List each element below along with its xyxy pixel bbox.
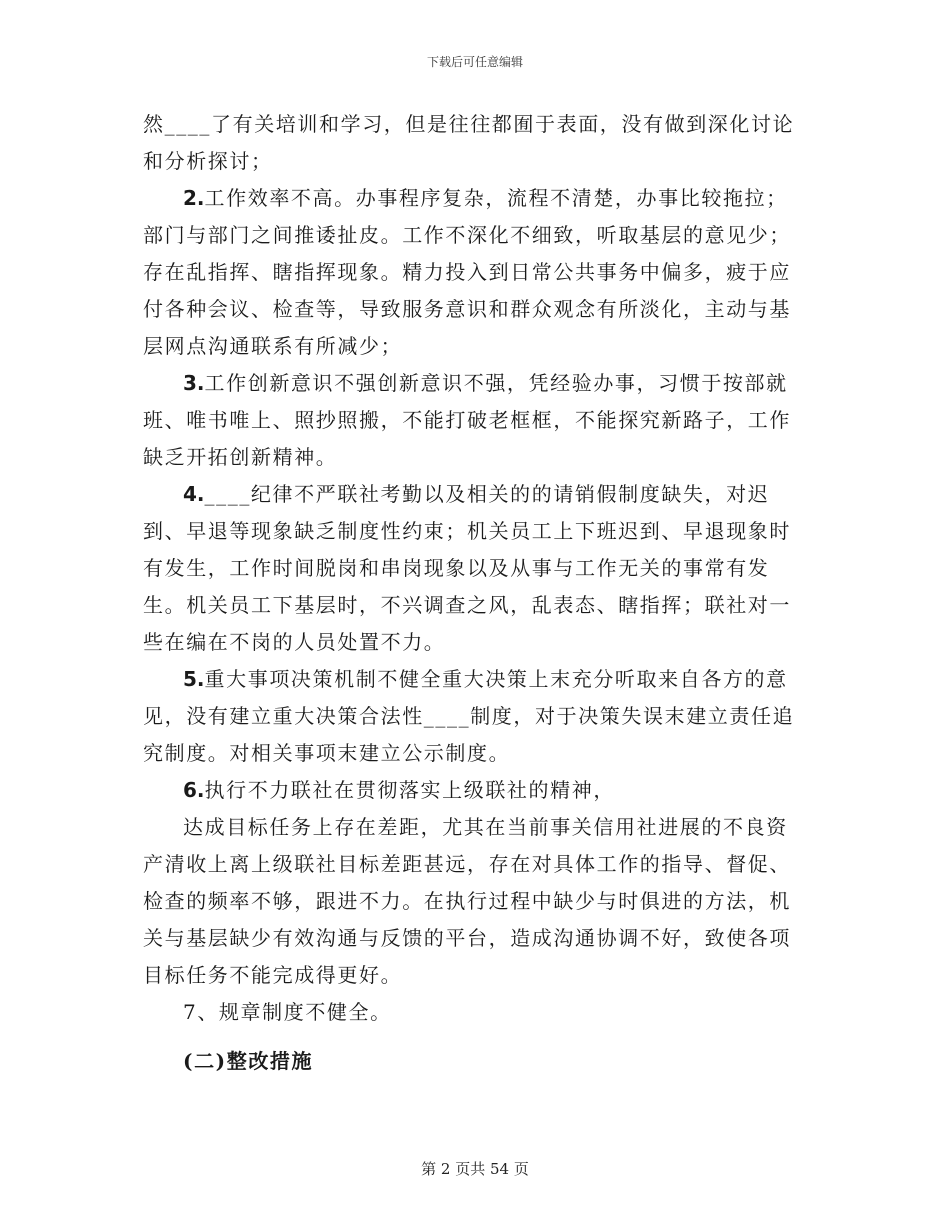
page-footer: 第 2 页共 54 页 — [421, 1160, 529, 1178]
section-heading: (二)整改措施 — [183, 1049, 314, 1073]
item-number: 5. — [183, 667, 205, 691]
paragraph-text: 工作创新意识不强创新意识不强，凭经验办事，习惯于按部就班、唯书唯上、照抄照搬，不能打破老框框，不能探究新路子，工作缺乏开拓创新精神。 — [143, 371, 791, 469]
item-number: 2. — [183, 186, 205, 210]
page-header: 下载后可任意编辑 — [426, 55, 523, 69]
item-number: 4. — [183, 482, 205, 506]
paragraph-item-7: 7、规章制度不健全。 — [183, 1000, 392, 1024]
paragraph-item-3 — [143, 365, 803, 476]
paragraph-item-6 — [143, 772, 803, 809]
paragraph-item-2 — [143, 180, 803, 365]
paragraph-continuation: 然____了有关培训和学习，但是往往都囿于表面，没有做到深化讨论和分析探讨； — [143, 112, 795, 173]
paragraph-item-6-body: 达成目标任务上存在差距，尤其在当前事关信用社进展的不良资产清收上离上级联社目标差距甚远，存在对具体工作的指导、督促、检查的频率不够，跟进不力。在执行过程中缺少与时俱进的方法，机关与基层缺少有效沟通与反馈的平台，造成沟通协调不好，致使各项目标任务不能完成得更好。 — [143, 815, 791, 987]
paragraph-text: 重大事项决策机制不健全重大决策上末充分听取来自各方的意见，没有建立重大决策合法性____制度，对于决策失误末建立责任追究制度。对相关事项末建立公示制度。 — [143, 667, 795, 765]
document-body — [143, 106, 803, 1080]
paragraph-text: 工作效率不高。办事程序复杂，流程不清楚，办事比较拖拉；部门与部门之间推诿扯皮。工作不深化不细致，听取基层的意见少；存在乱指挥、瞎指挥现象。精力投入到日常公共事务中偏多，疲于应付各种会议、检查等，导致服务意识和群众观念有所淡化，主动与基层网点沟通联系有所减少； — [143, 186, 791, 358]
paragraph-item-5 — [143, 661, 803, 772]
paragraph-text: 执行不力联社在贯彻落实上级联社的精神， — [204, 778, 615, 802]
paragraph-item-4 — [143, 476, 803, 661]
paragraph-text: ____纪律不严联社考勤以及相关的的请销假制度缺失，对迟到、早退等现象缺乏制度性约束；机关员工上下班迟到、早退现象时有发生，工作时间脱岗和串岗现象以及从事与工作无关的事常有发生。机关员工下基层时，不兴调查之风，乱表态、瞎指挥；联社对一些在编在不岗的人员处置不力。 — [143, 482, 791, 654]
item-number: 3. — [183, 371, 205, 395]
item-number: 6. — [183, 778, 205, 802]
